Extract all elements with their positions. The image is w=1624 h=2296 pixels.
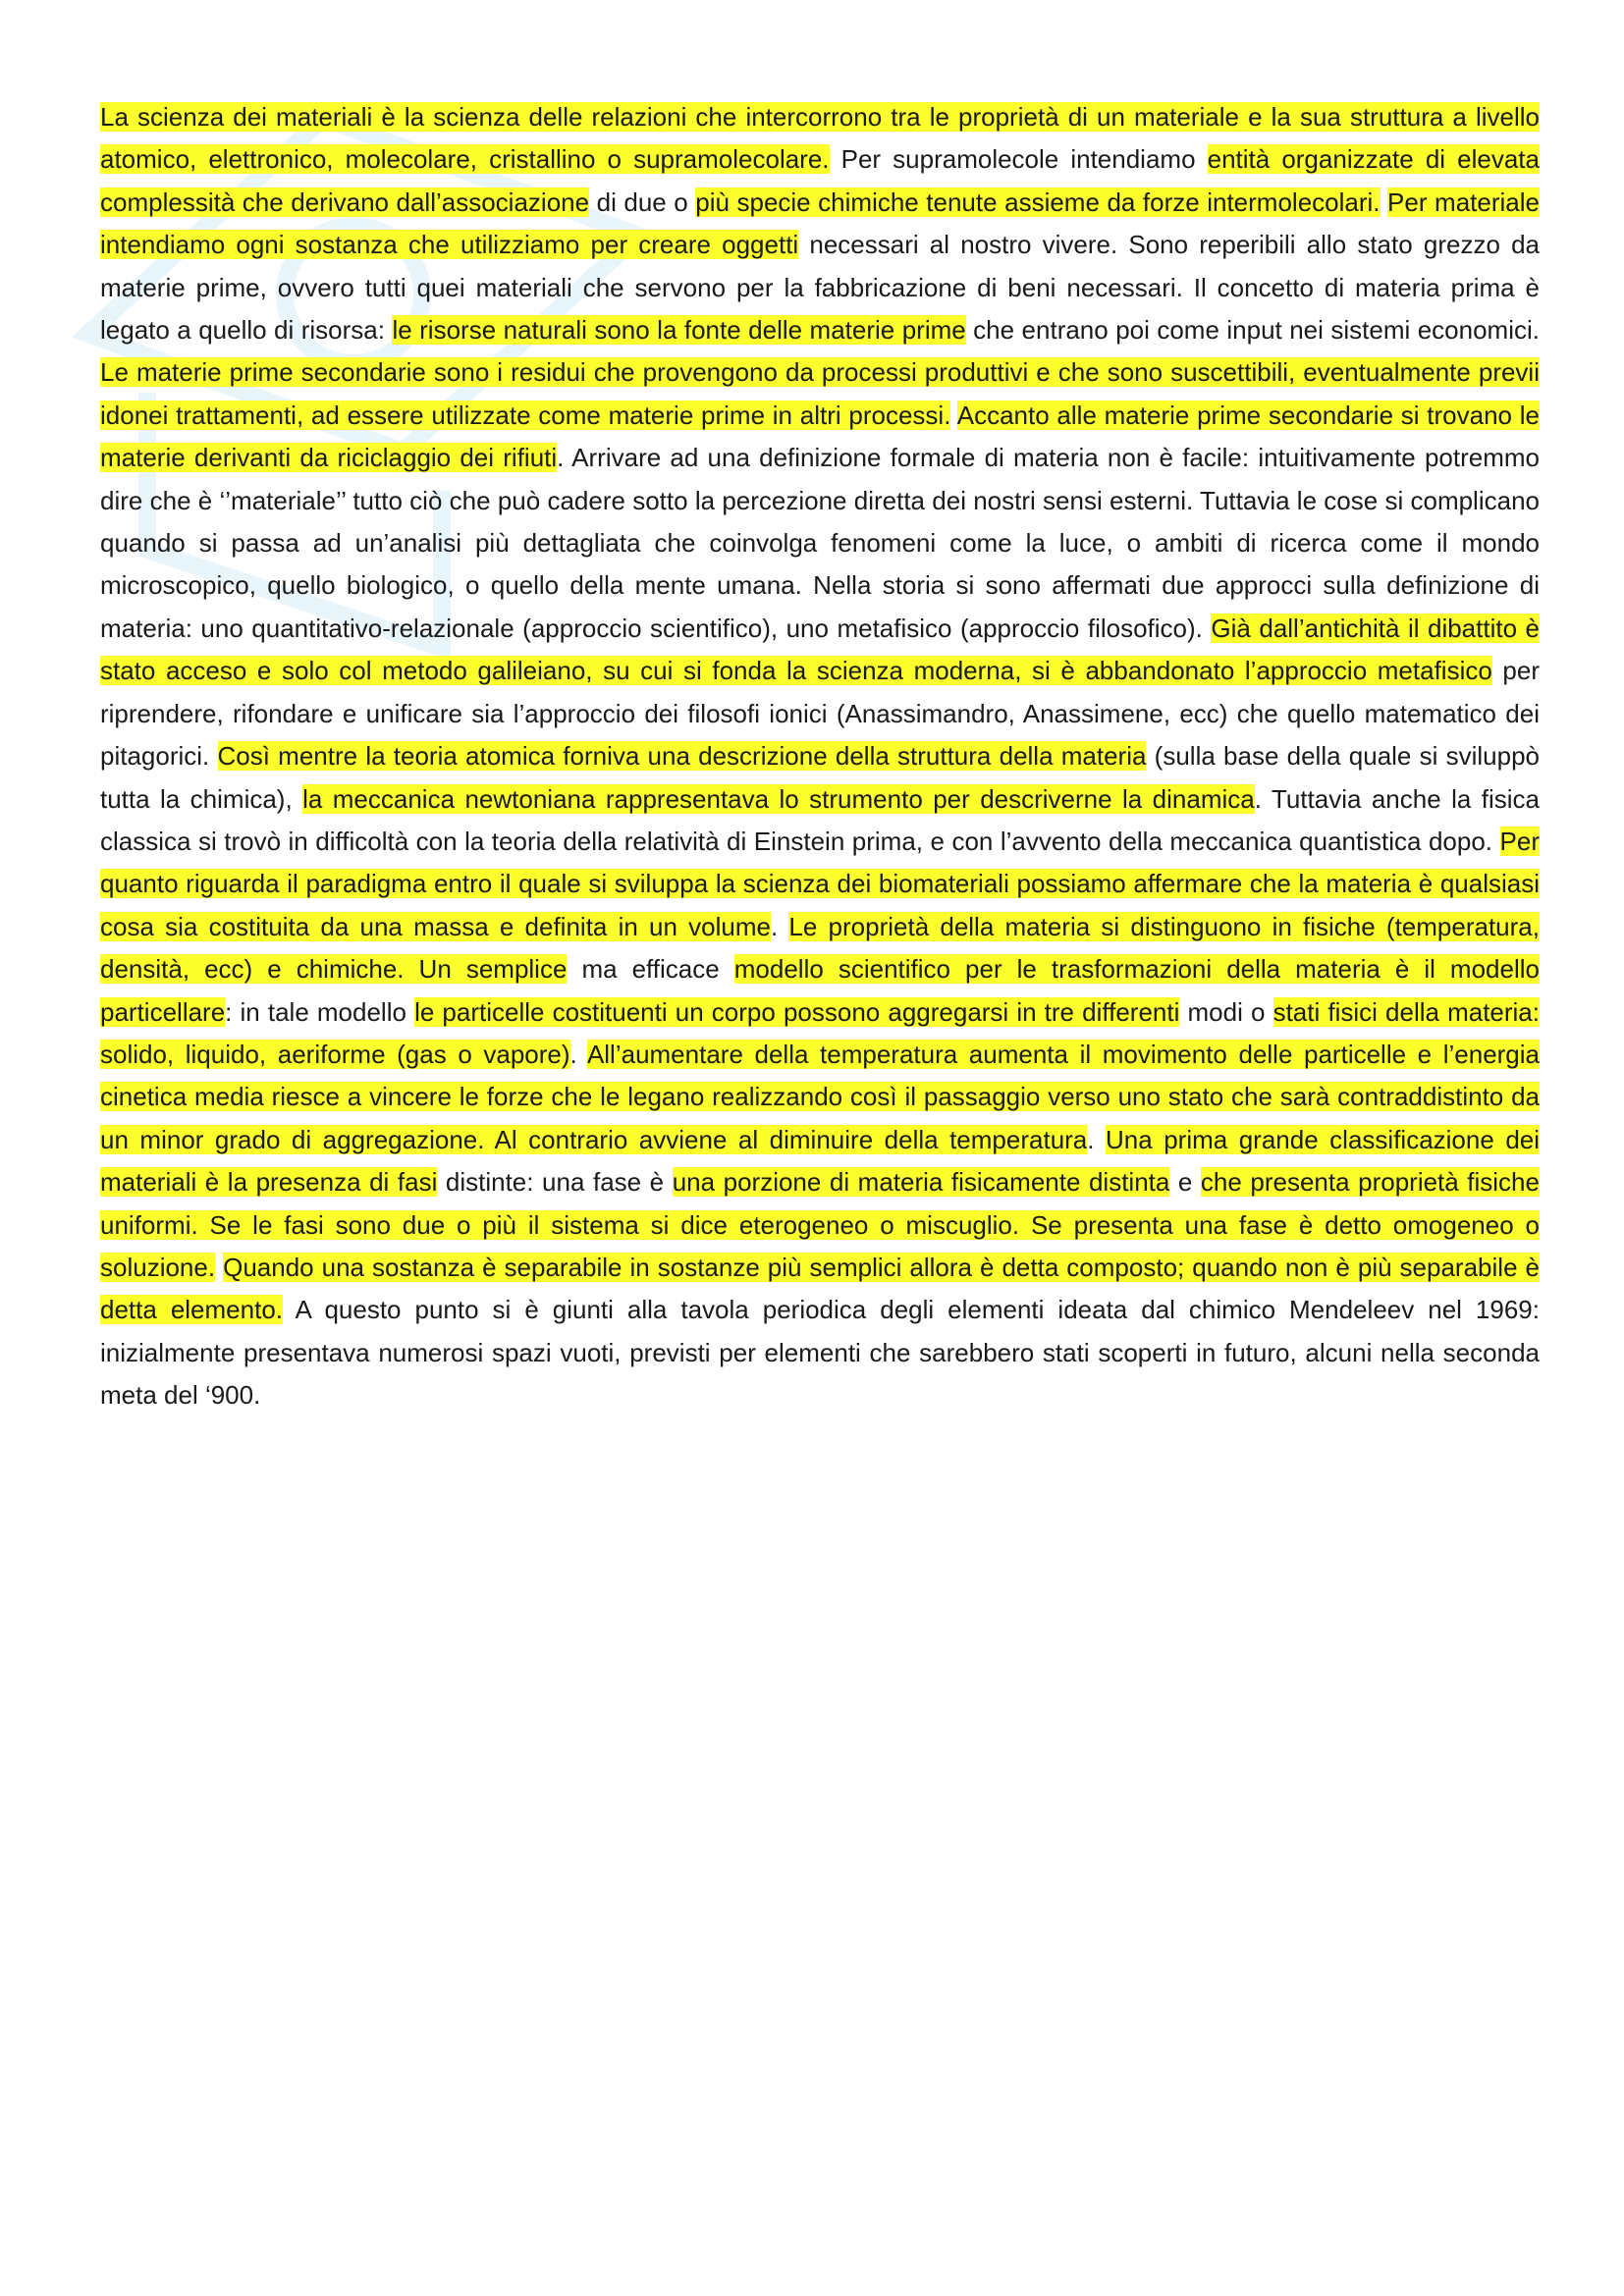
highlighted-text: una porzione di materia fisicamente distinta bbox=[672, 1167, 1170, 1198]
body-text: che entrano poi come input nei sistemi economici. bbox=[965, 315, 1540, 346]
highlighted-text: Una prima grande classificazione dei materiali è la presenza di fasi bbox=[100, 1124, 1541, 1198]
body-text: distinte: una fase è bbox=[437, 1167, 673, 1198]
highlighted-text: le particelle costituenti un corpo possono aggregarsi in tre differenti bbox=[414, 996, 1180, 1027]
body-paragraph bbox=[100, 96, 1540, 1417]
highlighted-text: Accanto alle materie prime secondarie si trovano le materie derivanti da riciclaggio dei rifiuti bbox=[100, 400, 1540, 473]
highlighted-text: Così mentre la teoria atomica forniva una descrizione della struttura della materia bbox=[217, 741, 1147, 772]
body-text bbox=[950, 400, 956, 430]
highlighted-text: La scienza dei materiali è la scienza delle relazioni che intercorrono tra le proprietà di un materiale e la sua struttura a livello atomico, elettronico, molecolare, cristallino o supramolecolare. bbox=[100, 102, 1540, 175]
body-text: . bbox=[770, 911, 789, 941]
body-text: . bbox=[569, 1039, 587, 1069]
body-text: A questo punto si è giunti alla tavola periodica degli elementi ideata dal chimico Mendeleev nel 1969: inizialmente presentava numerosi spazi vuoti, previsti per elementi che sarebbero stati scoperti in futuro, alcuni nella seconda meta del ‘900. bbox=[100, 1295, 1540, 1411]
highlighted-text: Già dall’antichità il dibattito è stato acceso e solo col metodo galileiano, su cui si fonda la scienza moderna, si è abbandonato l’approccio metafisico bbox=[100, 613, 1540, 686]
highlighted-text: la meccanica newtoniana rappresentava lo strumento per descriverne la dinamica bbox=[302, 783, 1255, 814]
body-text: . Tuttavia anche la fisica classica si trovò in difficoltà con la teoria della relatività di Einstein prima, e con l’avvento della meccanica quantistica dopo. bbox=[100, 783, 1541, 856]
highlighted-text: Le materie prime secondarie sono i residui che provengono da processi produttivi e che sono suscettibili, eventualmente previi idonei trattamenti, ad essere utilizzate come materie prime in altri processi. bbox=[100, 357, 1540, 430]
body-text: . Arrivare ad una definizione formale di materia non è facile: intuitivamente potremmo dire che è ‘’materiale’’ tutto ciò che può cadere sotto la percezione diretta dei nostri sensi esterni. Tuttavia le cose si complicano quando si passa ad un’analisi più dettagliata che coinvolga fenomeni come la luce, o ambiti di ricerca come il mondo microscopico, quello biologico, o quello della mente umana. Nella storia si sono affermati due approcci sulla definizione di materia: uno quantitativo-relazionale (approccio scientifico), uno metafisico (approccio filosofico). bbox=[100, 443, 1541, 643]
body-text: e bbox=[1169, 1167, 1201, 1198]
body-text: di due o bbox=[589, 187, 696, 217]
highlighted-text: le risorse naturali sono la fonte delle materie prime bbox=[392, 315, 966, 346]
highlighted-text: che presenta proprietà fisiche uniformi. Se le fasi sono due o più il sistema si dice eterogeneo o miscuglio. Se presenta una fase è detto omogeneo o soluzione. bbox=[100, 1167, 1540, 1282]
body-text: ma efficace bbox=[567, 954, 734, 985]
highlighted-text: stati fisici della materia: solido, liquido, aeriforme (gas o vapore) bbox=[100, 996, 1540, 1069]
body-text: (sulla base della quale si sviluppò tutta la chimica), bbox=[100, 741, 1540, 814]
body-text: . bbox=[1087, 1124, 1107, 1154]
highlighted-text: Le proprietà della materia si distinguono in fisiche (temperatura, densità, ecc) e chimiche. Un semplice bbox=[100, 911, 1540, 985]
body-text bbox=[1380, 187, 1388, 217]
body-text: Per supramolecole intendiamo bbox=[829, 144, 1208, 175]
highlighted-text: Per quanto riguarda il paradigma entro il quale si sviluppa la scienza dei biomateriali possiamo affermare che la materia è qualsiasi cosa sia costituita da una massa e definita in un volume bbox=[100, 826, 1540, 941]
highlighted-text: Quando una sostanza è separabile in sostanze più semplici allora è detta composto; quando non è più separabile è detta elemento. bbox=[100, 1252, 1540, 1325]
highlighted-text: All’aumentare della temperatura aumenta il movimento delle particelle e l’energia cinetica media riesce a vincere le forze che le legano realizzando così il passaggio verso uno stato che sarà contraddistinto da un minor grado di aggregazione. Al contrario avviene al diminuire della temperatura bbox=[100, 1039, 1541, 1154]
body-text bbox=[215, 1253, 223, 1282]
highlighted-text: più specie chimiche tenute assieme da forze intermolecolari. bbox=[695, 187, 1380, 217]
body-text: necessari al nostro vivere. Sono reperibili allo stato grezzo da materie prime, ovvero tutti quei materiali che servono per la fabbricazione di beni necessari. Il concetto di materia prima è legato a quello di risorsa: bbox=[100, 230, 1540, 346]
body-text: modi o bbox=[1179, 996, 1273, 1027]
body-text: : in tale modello bbox=[225, 996, 415, 1027]
highlighted-text: modello scientifico per le trasformazioni della materia è il modello particellare bbox=[100, 954, 1540, 1027]
body-text: per riprendere, rifondare e unificare sia l’approccio dei filosofi ionici (Anassimandro, Anassimene, ecc) che quello matematico dei pitagorici. bbox=[100, 656, 1540, 772]
highlighted-text: Per materiale intendiamo ogni sostanza che utilizziamo per creare oggetti bbox=[100, 187, 1540, 260]
highlighted-text: entità organizzate di elevata complessità che derivano dall’associazione bbox=[100, 144, 1540, 217]
